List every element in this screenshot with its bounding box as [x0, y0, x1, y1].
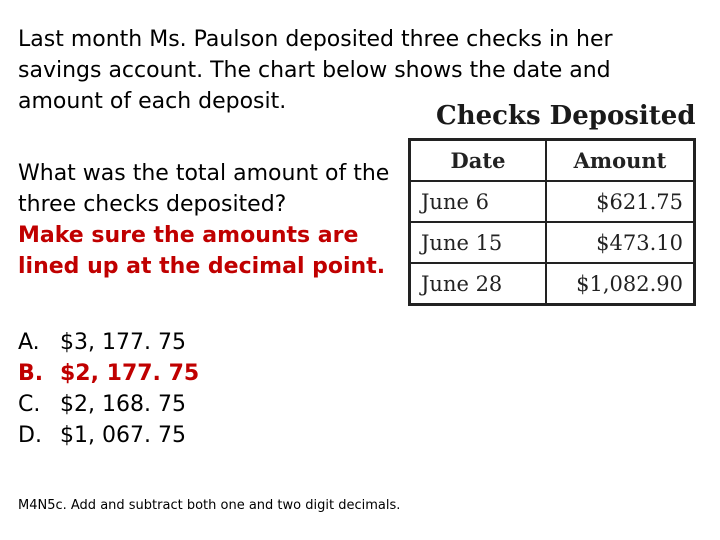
answer-text: $2, 168. 75	[60, 392, 186, 417]
question-block	[18, 158, 398, 282]
answer-text: $2, 177. 75	[60, 361, 200, 386]
table-row	[410, 181, 695, 222]
answer-choice-c	[18, 389, 199, 420]
answer-letter: D.	[18, 423, 42, 448]
answer-choice-d	[18, 420, 199, 451]
table-title: Checks Deposited	[436, 101, 696, 131]
amount-column-header: Amount	[546, 140, 695, 182]
answer-choice-b	[18, 358, 199, 389]
answer-text: $1, 067. 75	[60, 423, 186, 448]
answer-letter: A.	[18, 330, 40, 355]
answer-choices	[18, 327, 199, 451]
date-column-header: Date	[410, 140, 547, 182]
amount-cell: $473.10	[546, 222, 695, 263]
table-header-row	[410, 140, 695, 182]
amount-cell: $621.75	[546, 181, 695, 222]
question-emphasis: Make sure the amounts are lined up at the decimal point.	[18, 223, 386, 279]
checks-table	[408, 138, 696, 306]
table-row	[410, 222, 695, 263]
answer-text: $3, 177. 75	[60, 330, 186, 355]
date-cell: June 28	[410, 263, 547, 305]
standard-footnote: M4N5c. Add and subtract both one and two digit decimals.	[18, 498, 401, 513]
answer-choice-a	[18, 327, 199, 358]
intro-text: Last month Ms. Paulson deposited three checks in her savings account. The chart below shows the date and amount of each deposit.	[18, 27, 613, 114]
date-cell: June 15	[410, 222, 547, 263]
question-text: What was the total amount of the three checks deposited?	[18, 161, 390, 217]
amount-cell: $1,082.90	[546, 263, 695, 305]
date-cell: June 6	[410, 181, 547, 222]
answer-letter: C.	[18, 392, 41, 417]
answer-letter: B.	[18, 361, 44, 386]
table-row	[410, 263, 695, 305]
